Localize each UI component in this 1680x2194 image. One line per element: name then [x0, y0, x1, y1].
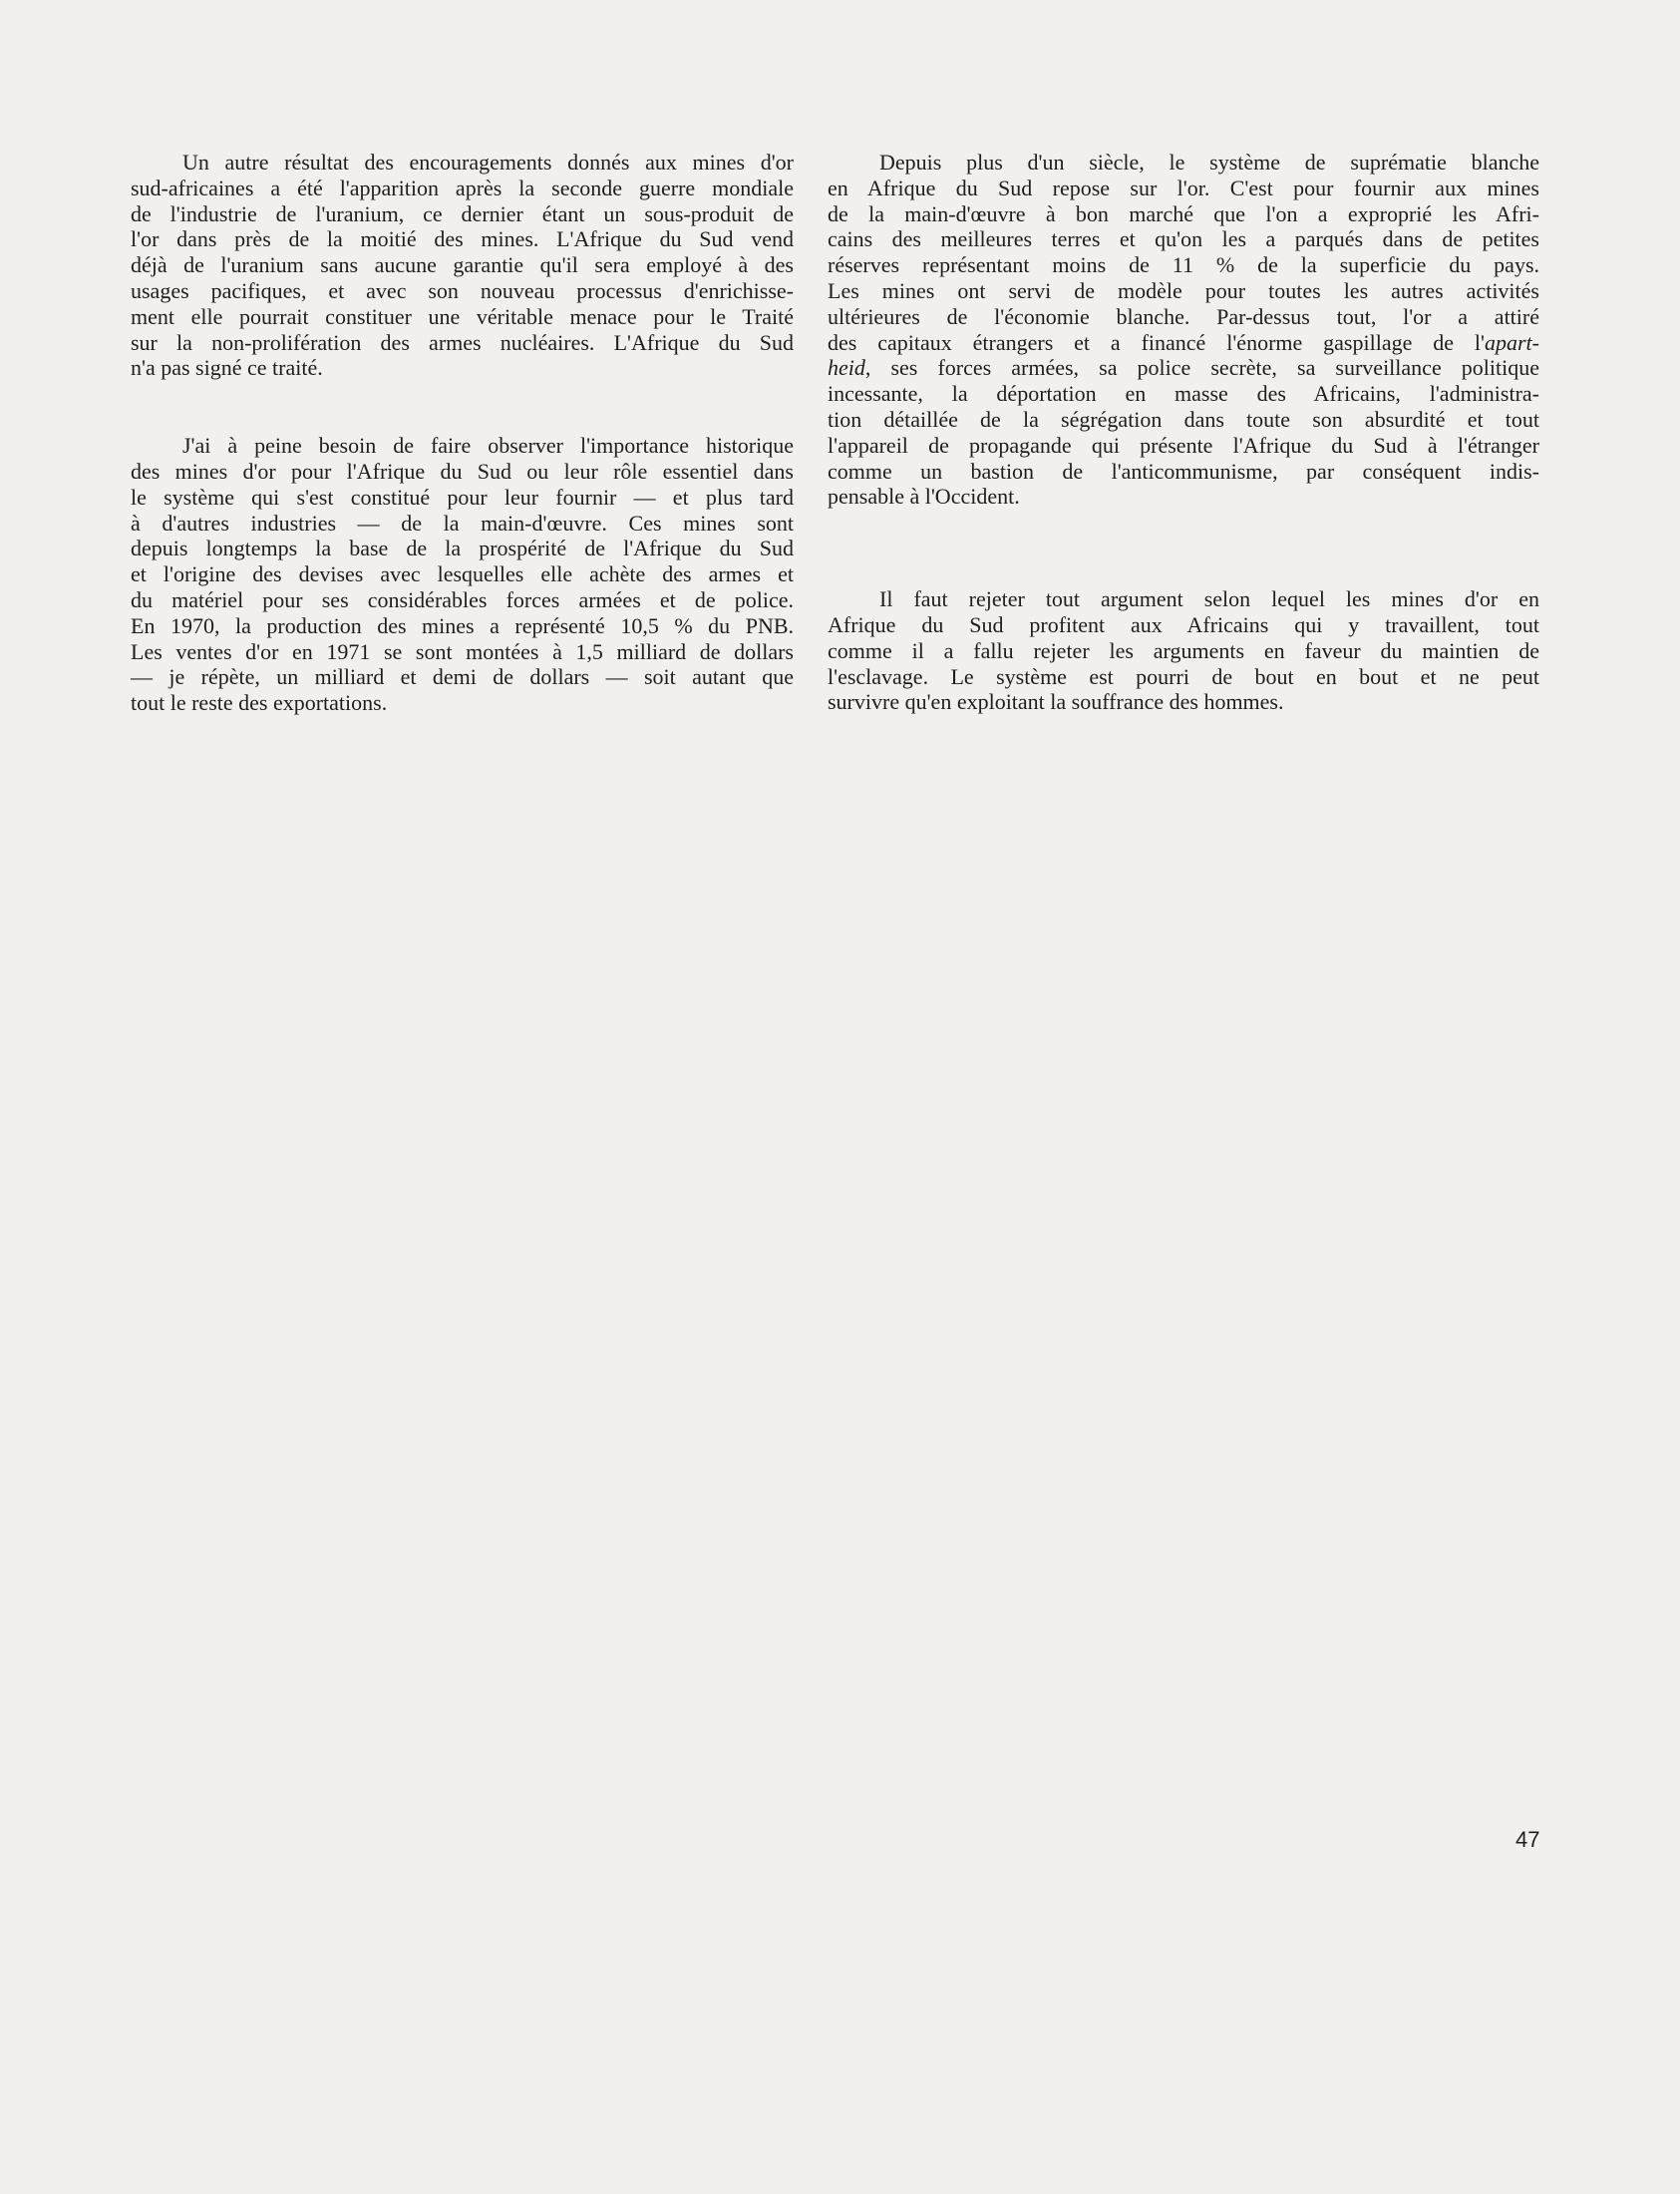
text-line: Depuis plus d'un siècle, le système de suprématie blanche [879, 150, 1539, 175]
text-line: depuis longtemps la base de la prospérité de l'Afrique du Sud [131, 536, 794, 561]
text-line: incessante, la déportation en masse des Africains, l'administra- [828, 381, 1539, 407]
text-line: réserves représentant moins de 11 % de la superficie du pays. [828, 252, 1539, 278]
text-line: J'ai à peine besoin de faire observer l'importance historique [182, 433, 794, 459]
right-paragraph-2 [828, 586, 1539, 715]
text-line: tout le reste des exportations. [131, 690, 388, 716]
text-line: ment elle pourrait constituer une véritable menace pour le Traité [131, 303, 794, 329]
text-line: le système qui s'est constitué pour leur fournir — et plus tard [131, 484, 794, 510]
text-line: survivre qu'en exploitant la souffrance des hommes. [828, 689, 1284, 715]
text-line: Afrique du Sud profitent aux Africains qui y travaillent, tout [828, 611, 1539, 637]
text-line: comme un bastion de l'anticommunisme, par conséquent indis- [828, 458, 1539, 484]
text-line: sud-africaines a été l'apparition après la seconde guerre mondiale [131, 175, 794, 200]
text-line: En 1970, la production des mines a représenté 10,5 % du PNB. [131, 612, 794, 638]
text-line: Les ventes d'or en 1971 se sont montées à 1,5 milliard de dollars [131, 638, 794, 664]
text-line: Les mines ont servi de modèle pour toutes les autres activités [828, 277, 1539, 303]
text-line: Il faut rejeter tout argument selon lequel les mines d'or en [879, 586, 1539, 612]
text-line: cains des meilleures terres et qu'on les a parqués dans de petites [828, 226, 1539, 252]
text-line: — je répète, un milliard et demi de dollars — soit autant que [131, 664, 794, 690]
text-line: l'esclavage. Le système est pourri de bout en bout et ne peut [828, 663, 1539, 689]
text-line: Un autre résultat des encouragements donnés aux mines d'or [182, 150, 794, 175]
text-line: à d'autres industries — de la main-d'œuvre. Ces mines sont [131, 510, 794, 536]
text-line: tion détaillée de la ségrégation dans toute son absurdité et tout [828, 406, 1539, 432]
text-segment: , ses forces armées, sa police secrète, sa surveillance politique [864, 355, 1539, 381]
text-line [828, 355, 1539, 381]
text-line [828, 330, 1539, 356]
text-line: déjà de l'uranium sans aucune garantie qu'il sera employé à des [131, 252, 794, 278]
text-line: ultérieures de l'économie blanche. Par-dessus tout, l'or a attiré [828, 303, 1539, 329]
text-segment: des capitaux étrangers et a financé l'énorme gaspillage de l' [828, 329, 1485, 355]
left-paragraph-1 [131, 150, 794, 381]
text-line: l'or dans près de la moitié des mines. L'Afrique du Sud vend [131, 226, 794, 252]
text-line: en Afrique du Sud repose sur l'or. C'est pour fournir aux mines [828, 175, 1539, 200]
text-line: l'appareil de propagande qui présente l'Afrique du Sud à l'étranger [828, 432, 1539, 458]
left-paragraph-2 [131, 433, 794, 716]
right-column [828, 150, 1539, 715]
text-line: comme il a fallu rejeter les arguments en faveur du maintien de [828, 637, 1539, 663]
text-line: des mines d'or pour l'Afrique du Sud ou leur rôle essentiel dans [131, 458, 794, 484]
text-line: n'a pas signé ce traité. [131, 355, 323, 381]
text-line: usages pacifiques, et avec son nouveau processus d'enrichisse- [131, 277, 794, 303]
page-number: 47 [1515, 1827, 1540, 1852]
text-line: de l'industrie de l'uranium, ce dernier étant un sous-produit de [131, 200, 794, 226]
text-line: du matériel pour ses considérables forces armées et de police. [131, 586, 794, 612]
left-column [131, 150, 794, 716]
text-line: pensable à l'Occident. [828, 484, 1020, 510]
right-paragraph-1 [828, 150, 1539, 510]
text-line: sur la non-prolifération des armes nucléaires. L'Afrique du Sud [131, 329, 794, 355]
text-line: et l'origine des devises avec lesquelles elle achète des armes et [131, 561, 794, 587]
text-line: de la main-d'œuvre à bon marché que l'on a exproprié les Afri- [828, 200, 1539, 226]
italic-text: apart- [1485, 329, 1539, 355]
italic-text: heid [828, 355, 865, 381]
